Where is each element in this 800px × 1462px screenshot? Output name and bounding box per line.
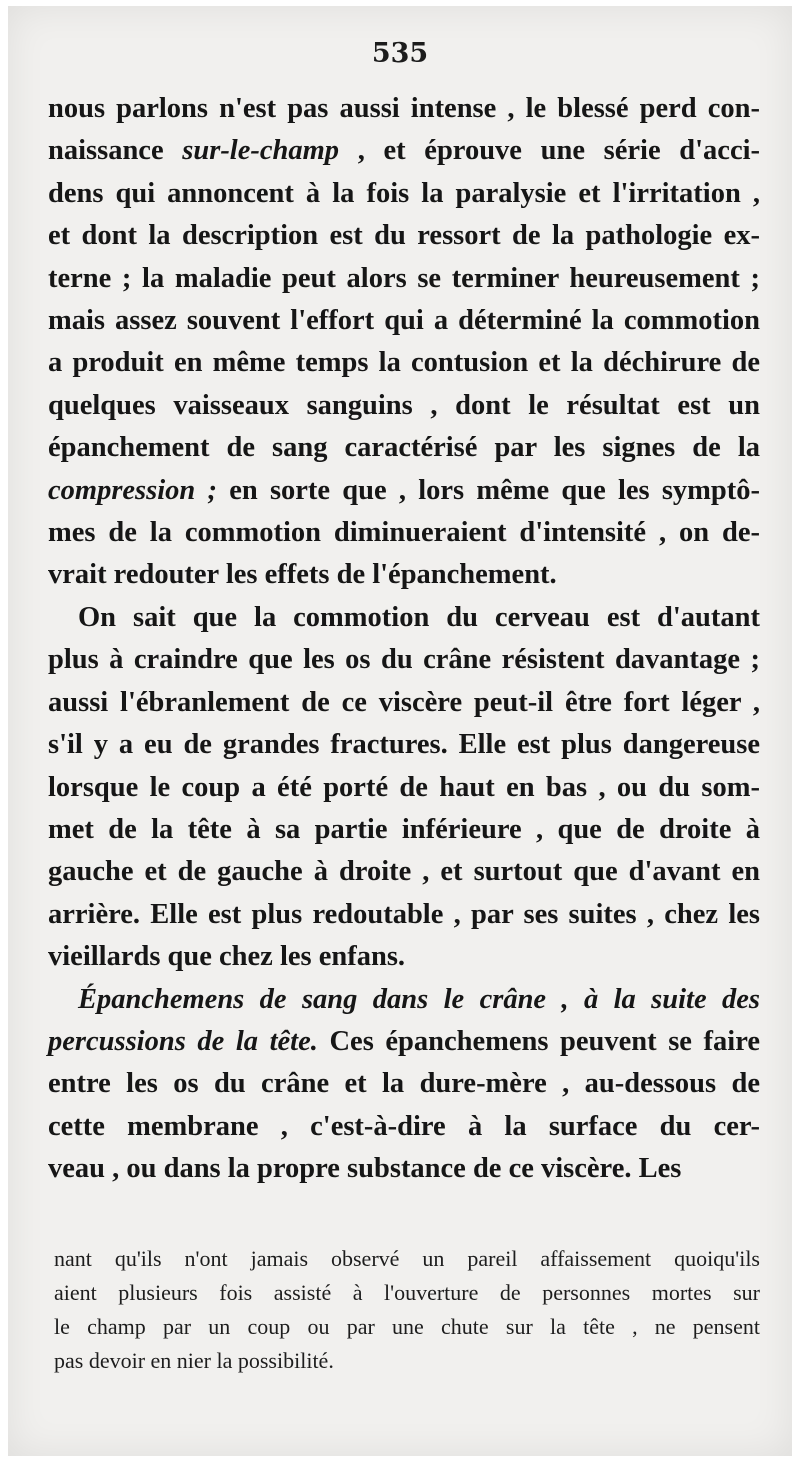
italic-text: Épanchemens de sang dans le crâne , à la suite des — [78, 983, 760, 1015]
text-line: lorsque le coup a été porté de haut en bas , ou du som- — [48, 771, 760, 803]
text-line: naissance sur-le-champ , et éprouve une série d'acci- — [48, 135, 760, 167]
paragraph-1 — [48, 88, 760, 597]
paragraph-3 — [48, 979, 760, 1191]
text-line: On sait que la commotion du cerveau est d'autant — [78, 601, 760, 633]
body-text — [48, 88, 760, 1191]
text-line: s'il y a eu de grandes fractures. Elle est plus dangereuse — [48, 729, 760, 761]
text-line: terne ; la maladie peut alors se terminer heureusement ; — [48, 262, 760, 294]
text-line: mais assez souvent l'effort qui a déterminé la commotion — [48, 305, 760, 337]
text-line: cette membrane , c'est-à-dire à la surface du cer- — [48, 1110, 760, 1142]
text-line: épanchement de sang caractérisé par les signes de la — [48, 432, 760, 464]
italic-text: compression ; — [48, 474, 217, 506]
text-line: plus à craindre que les os du crâne résistent davantage ; — [48, 644, 760, 676]
text-line: vrait redouter les effets de l'épanchement. — [48, 559, 557, 591]
text-line: gauche et de gauche à droite , et surtout que d'avant en — [48, 856, 760, 888]
text-line: compression ; en sorte que , lors même que les symptô- — [48, 474, 760, 506]
text-line: aient plusieurs fois assisté à l'ouverture de personnes mortes sur — [54, 1280, 760, 1305]
text-line: a produit en même temps la contusion et la déchirure de — [48, 347, 760, 379]
text-line: pas devoir en nier la possibilité. — [54, 1348, 334, 1373]
text-line: quelques vaisseaux sanguins , dont le résultat est un — [48, 389, 760, 421]
text-line: arrière. Elle est plus redoutable , par ses suites , chez les — [48, 898, 760, 930]
text-line: entre les os du crâne et la dure-mère , au-dessous de — [48, 1068, 760, 1100]
text-line: et dont la description est du ressort de la pathologie ex- — [48, 220, 760, 252]
text-line — [48, 979, 760, 1021]
book-page — [8, 6, 792, 1456]
text-line: veau , ou dans la propre substance de ce viscère. Les — [48, 1153, 682, 1185]
text-line: mes de la commotion diminueraient d'intensité , on de- — [48, 517, 760, 549]
text-line: met de la tête à sa partie inférieure , que de droite à — [48, 813, 760, 845]
paragraph-2 — [48, 597, 760, 979]
text-line: percussions de la tête. Ces épanchemens peuvent se faire — [48, 1025, 760, 1057]
text-line: aussi l'ébranlement de ce viscère peut-il être fort léger , — [48, 686, 760, 718]
italic-text: percussions de la tête. — [48, 1025, 318, 1057]
footnote — [54, 1242, 760, 1378]
text-line: vieillards que chez les enfans. — [48, 941, 406, 973]
italic-text: sur-le-champ — [182, 135, 340, 167]
text-line: le champ par un coup ou par une chute sur la tête , ne pensent — [54, 1314, 760, 1339]
text-line: dens qui annoncent à la fois la paralysie et l'irritation , — [48, 177, 760, 209]
text-line: nous parlons n'est pas aussi intense , le blessé perd con- — [48, 93, 760, 124]
text-line: nant qu'ils n'ont jamais observé un pareil affaissement quoiqu'ils — [54, 1246, 760, 1271]
page-number: 535 — [371, 38, 429, 69]
